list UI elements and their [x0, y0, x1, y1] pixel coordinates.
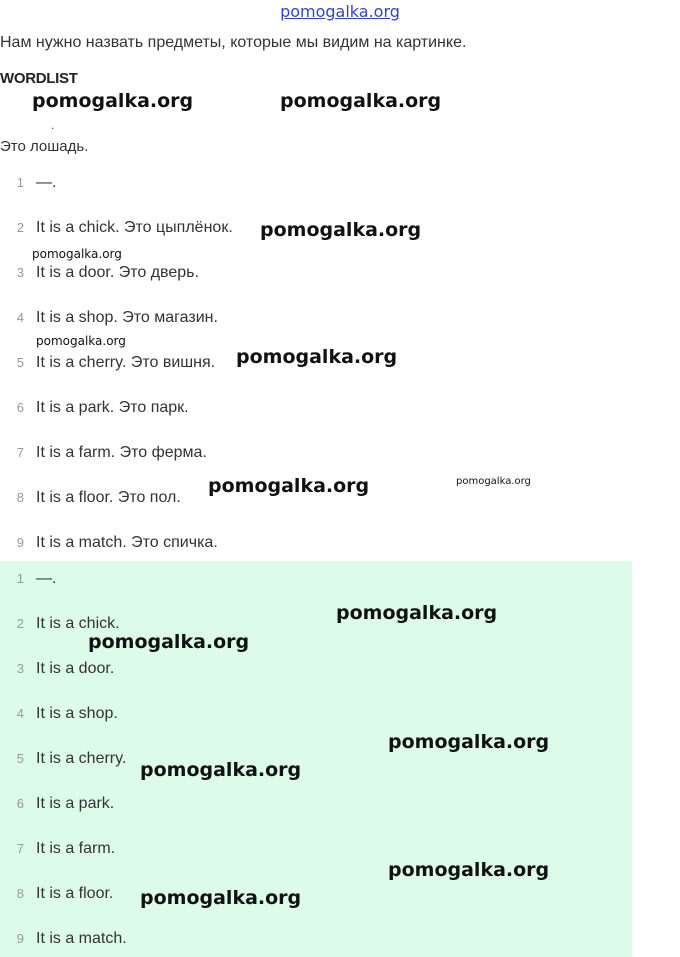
- item-text: It is a park.: [36, 795, 115, 812]
- watermark: pomogalka.org: [336, 602, 498, 624]
- item-text: It is a door. Это дверь.: [36, 264, 199, 281]
- item-text: It is a park. Это парк.: [36, 399, 189, 416]
- watermark: pomogalka.org: [260, 219, 422, 241]
- watermark: pomogalka.org: [388, 731, 550, 753]
- watermark: pomogalka.org: [280, 90, 442, 112]
- stray-dot: .: [51, 118, 55, 132]
- item-number: 7: [16, 445, 24, 460]
- site-header-link[interactable]: pomogalka.org: [280, 2, 400, 21]
- item-number: 8: [16, 886, 24, 901]
- item-text: It is a cherry.: [36, 750, 127, 767]
- wordlist-heading: WORDLIST: [0, 70, 78, 87]
- watermark: pomogalka.org: [88, 631, 250, 653]
- item-text: It is a farm. Это ферма.: [36, 444, 207, 461]
- item-text: It is a match.: [36, 930, 127, 947]
- watermark: pomogalka.org: [208, 475, 370, 497]
- item-text: It is a floor. Это пол.: [36, 489, 181, 506]
- item-text: It is a chick.: [36, 615, 120, 632]
- answer-list: [0, 561, 632, 957]
- item-number: 3: [16, 661, 24, 676]
- item-number: 1: [16, 175, 24, 190]
- item-number: 5: [16, 355, 24, 370]
- watermark: pomogalka.org: [32, 90, 194, 112]
- item-text: —.: [36, 570, 57, 587]
- watermark: pomogalka.org: [388, 859, 550, 881]
- item-number: 6: [16, 400, 24, 415]
- item-number: 5: [16, 751, 24, 766]
- item-text: It is a cherry. Это вишня.: [36, 354, 216, 371]
- intro-text: Нам нужно назвать предметы, которые мы видим на картинке.: [0, 34, 467, 51]
- watermark: pomogalka.org: [140, 887, 302, 909]
- item-text: —.: [36, 174, 57, 191]
- item-number: 2: [16, 220, 24, 235]
- item-number: 1: [16, 571, 24, 586]
- item-number: 2: [16, 616, 24, 631]
- item-text: It is a shop.: [36, 705, 118, 722]
- watermark: pomogalka.org: [32, 247, 122, 261]
- item-number: 9: [16, 931, 24, 946]
- watermark: pomogalka.org: [456, 476, 531, 487]
- item-text: It is a farm.: [36, 840, 116, 857]
- item-number: 4: [16, 310, 24, 325]
- item-text: It is a shop. Это магазин.: [36, 309, 218, 326]
- item-number: 6: [16, 796, 24, 811]
- item-number: 9: [16, 535, 24, 550]
- item-text: It is a floor.: [36, 885, 114, 902]
- item-number: 4: [16, 706, 24, 721]
- item-text: It is a chick. Это цыплёнок.: [36, 219, 233, 236]
- item-text: It is a match. Это спичка.: [36, 534, 218, 551]
- item-number: 3: [16, 265, 24, 280]
- watermark: pomogalka.org: [236, 346, 398, 368]
- watermark: pomogalka.org: [140, 759, 302, 781]
- sub-intro-text: Это лошадь.: [0, 138, 89, 155]
- watermark: pomogalka.org: [36, 334, 126, 348]
- item-number: 7: [16, 841, 24, 856]
- item-number: 8: [16, 490, 24, 505]
- item-text: It is a door.: [36, 660, 115, 677]
